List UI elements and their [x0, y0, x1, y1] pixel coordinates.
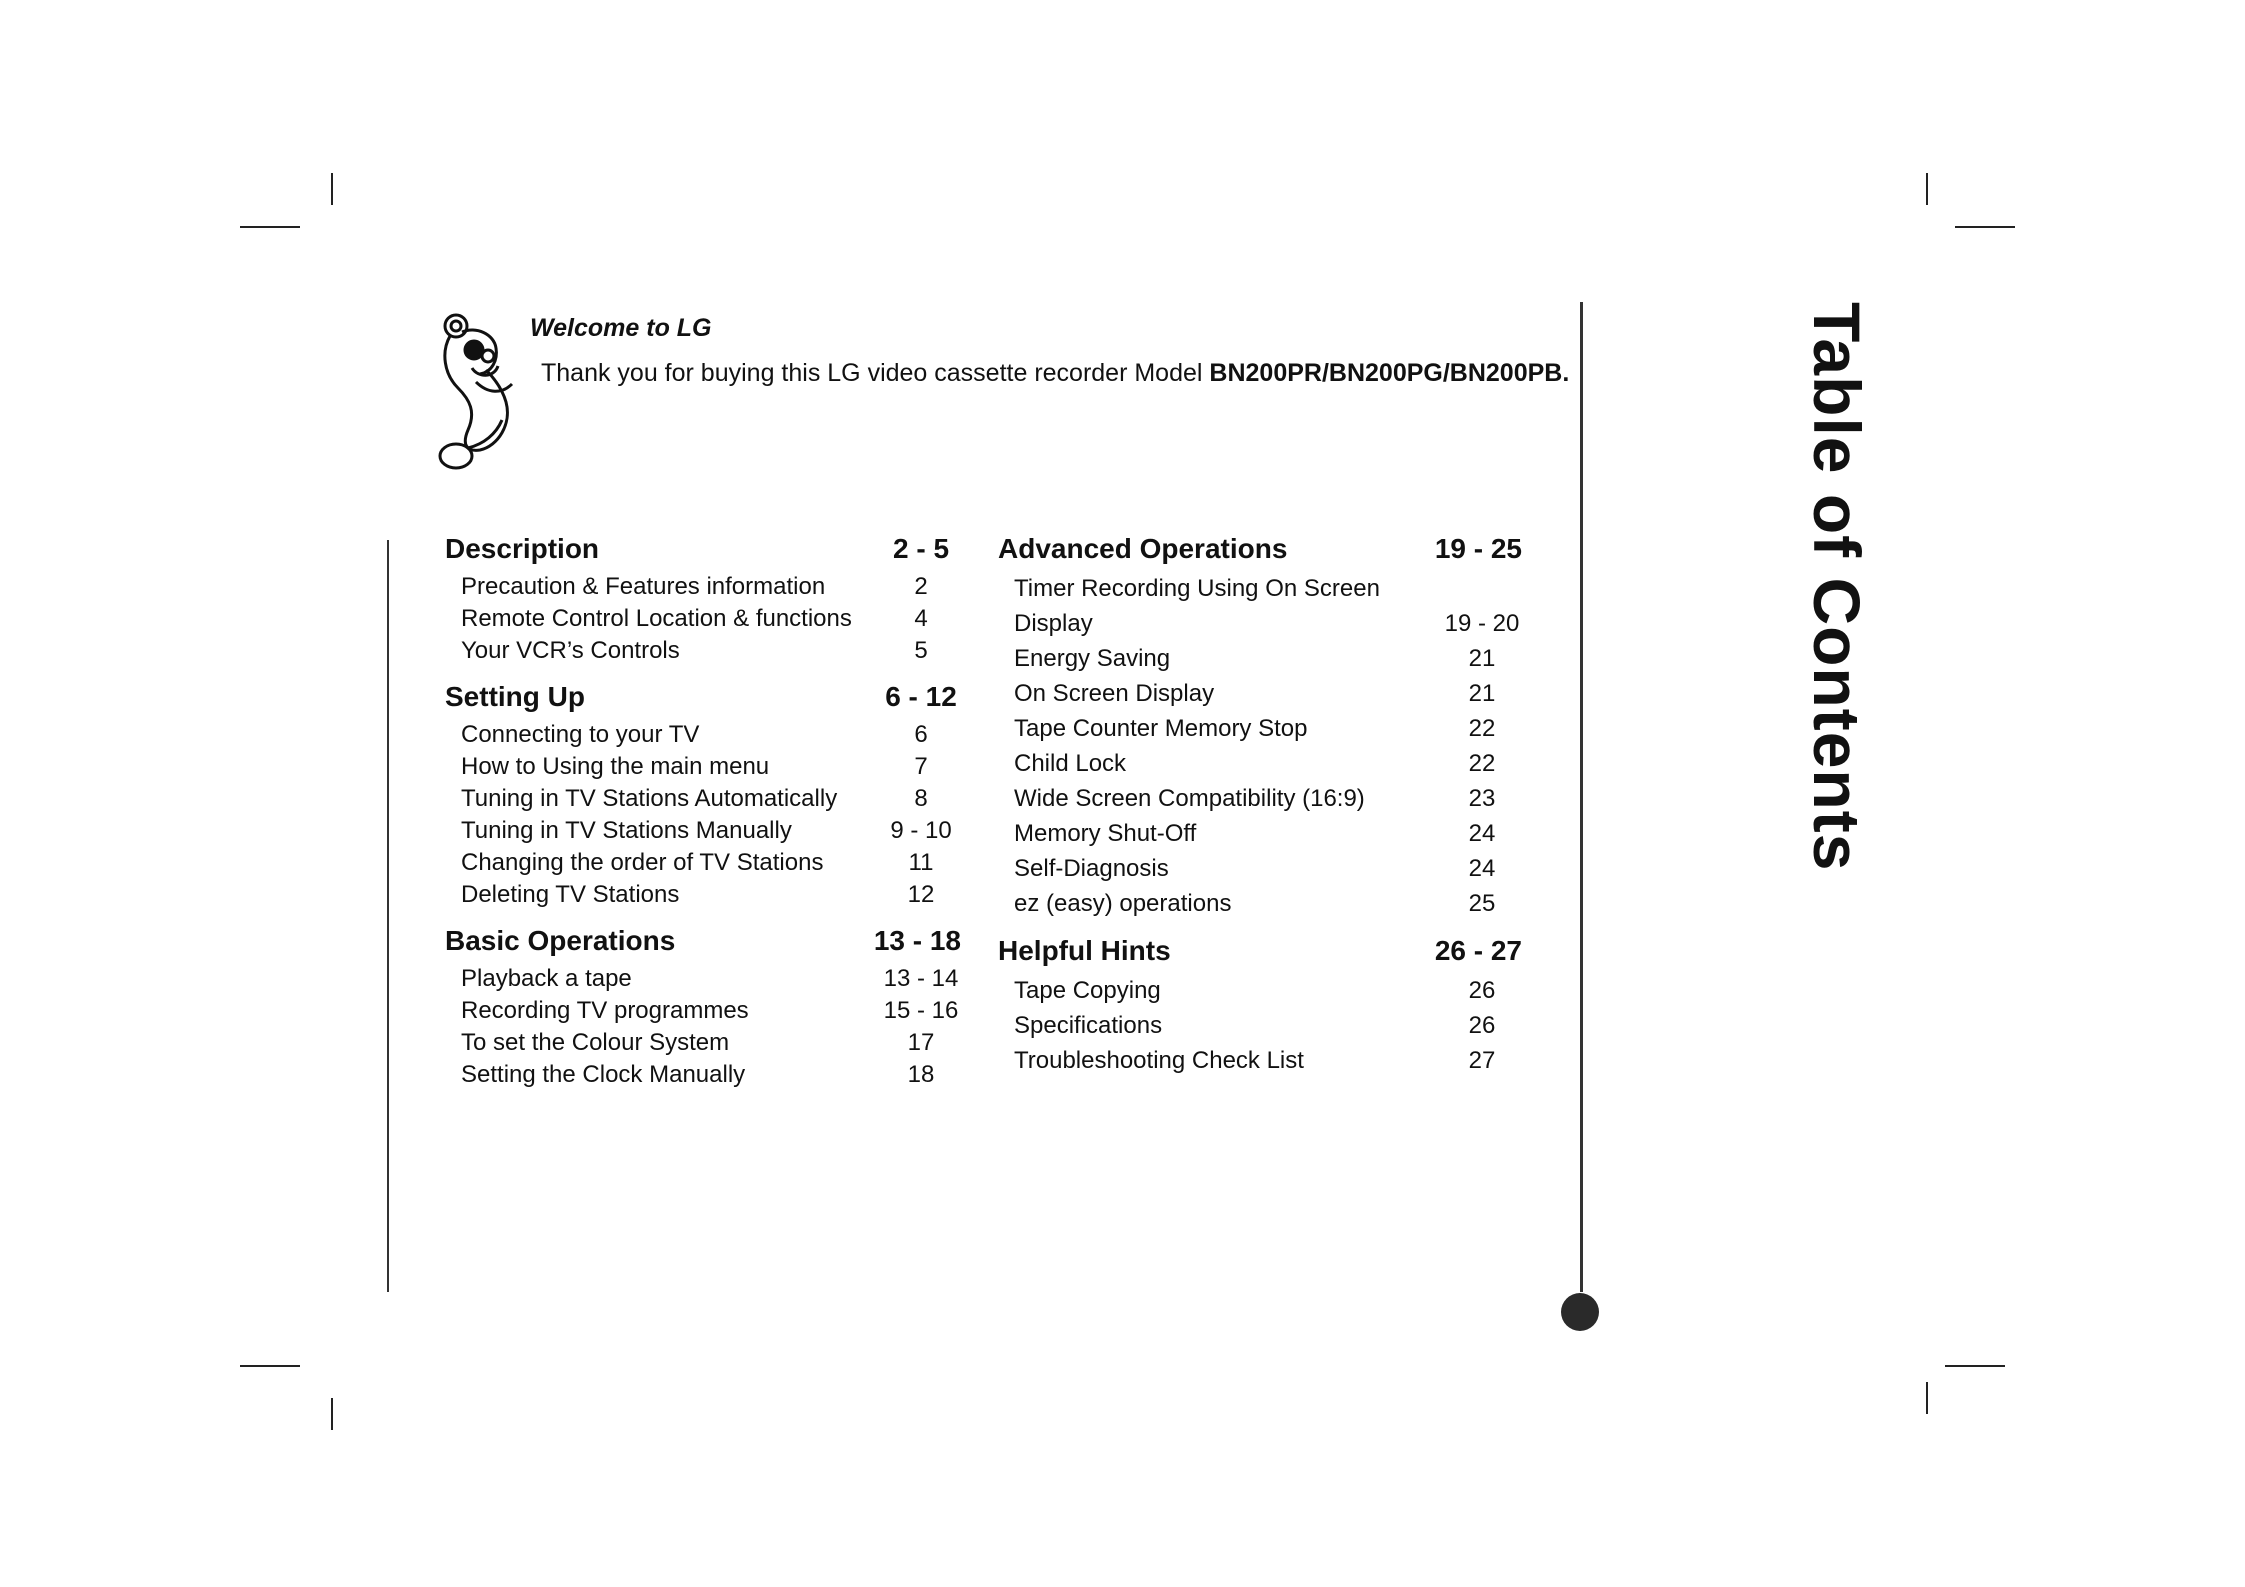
toc-entry[interactable] [445, 963, 961, 995]
entry-label: To set the Colour System [461, 1029, 730, 1056]
right-divider [1580, 302, 1583, 1292]
toc-entry[interactable] [445, 783, 961, 815]
toc-entry[interactable] [998, 676, 1522, 711]
entry-page: 19 - 20 [1444, 610, 1520, 637]
section-pages: 19 - 25 [1434, 533, 1522, 564]
entry-page: 27 [1468, 1047, 1496, 1074]
entry-page: 2 [914, 573, 928, 600]
crop-mark [240, 226, 300, 228]
entry-page: 21 [1468, 645, 1496, 672]
crop-mark [240, 1365, 300, 1367]
crop-mark [1955, 226, 2015, 228]
entry-label: Child Lock [1014, 750, 1127, 777]
section-title: Basic Operations [445, 925, 676, 956]
entry-label: Deleting TV Stations [461, 881, 680, 908]
entry-page: 15 - 16 [883, 997, 959, 1024]
crop-mark [331, 1398, 333, 1430]
entry-label: Self-Diagnosis [1014, 855, 1169, 882]
entry-label: Memory Shut-Off [1014, 820, 1197, 847]
toc-section-heading[interactable] [445, 675, 961, 719]
crop-mark [1926, 173, 1928, 205]
entry-page: 13 - 14 [883, 965, 959, 992]
entry-page: 7 [914, 753, 928, 780]
entry-page: 24 [1468, 855, 1496, 882]
entry-page: 23 [1468, 785, 1496, 812]
section-pages: 26 - 27 [1434, 935, 1522, 966]
toc-entry[interactable] [445, 1059, 961, 1091]
entry-page: 18 [907, 1061, 935, 1088]
entry-label: Connecting to your TV [461, 721, 700, 748]
toc-entry[interactable] [998, 1043, 1522, 1078]
toc-entry[interactable] [445, 719, 961, 751]
entry-label: Specifications [1014, 1012, 1163, 1039]
entry-label: Precaution & Features information [461, 573, 826, 600]
toc-entry[interactable] [445, 603, 961, 635]
entry-page: 9 - 10 [890, 817, 952, 844]
section-title: Description [445, 533, 600, 564]
section-pages: 6 - 12 [885, 681, 957, 712]
toc-entry[interactable] [445, 571, 961, 603]
welcome-message: Thank you for buying this LG video cassette recorder Model [541, 359, 1210, 387]
toc-entry[interactable] [998, 816, 1522, 851]
toc-entry[interactable] [998, 711, 1522, 746]
entry-page: 5 [914, 637, 928, 664]
welcome-title: Welcome to LG [530, 314, 712, 342]
entry-label: Tuning in TV Stations Automatically [461, 785, 838, 812]
toc-entry[interactable] [998, 781, 1522, 816]
entry-page: 26 [1468, 977, 1496, 1004]
toc-section-heading[interactable] [445, 527, 961, 571]
welcome-text [541, 359, 1569, 388]
lg-mascot-icon [436, 312, 536, 474]
toc-entry[interactable] [445, 751, 961, 783]
toc-entry[interactable] [998, 851, 1522, 886]
crop-mark [1926, 1382, 1928, 1414]
toc-section-heading[interactable] [998, 929, 1522, 973]
entry-label: How to Using the main menu [461, 753, 770, 780]
toc-entry[interactable] [998, 1008, 1522, 1043]
side-title: Table of Contents [1800, 302, 1874, 872]
toc-entry[interactable] [998, 641, 1522, 676]
entry-label: Wide Screen Compatibility (16:9) [1014, 785, 1365, 812]
entry-label: Tape Counter Memory Stop [1014, 715, 1308, 742]
toc-entry[interactable] [998, 746, 1522, 781]
entry-label: Your VCR’s Controls [461, 637, 680, 664]
section-pages: 13 - 18 [873, 925, 961, 956]
entry-label: Tuning in TV Stations Manually [461, 817, 792, 844]
crop-mark [1945, 1365, 2005, 1367]
section-title: Advanced Operations [998, 533, 1288, 564]
entry-page: 22 [1468, 715, 1496, 742]
entry-label: Tape Copying [1014, 977, 1161, 1004]
entry-label: Timer Recording Using On Screen [1014, 575, 1380, 602]
section-pages: 2 - 5 [892, 533, 950, 564]
entry-label: Changing the order of TV Stations [461, 849, 824, 876]
model-number: BN200PR/BN200PG/BN200PB. [1209, 359, 1570, 387]
left-divider [387, 540, 389, 1292]
entry-label: Playback a tape [461, 965, 632, 992]
section-title: Helpful Hints [998, 935, 1171, 966]
entry-label: On Screen Display [1014, 680, 1215, 707]
entry-label: Energy Saving [1014, 645, 1171, 672]
entry-page: 25 [1468, 890, 1496, 917]
section-title: Setting Up [445, 681, 585, 712]
entry-page: 4 [914, 605, 928, 632]
toc-entry[interactable] [998, 571, 1522, 606]
entry-label: Setting the Clock Manually [461, 1061, 746, 1088]
entry-label: Display [1014, 610, 1093, 637]
entry-page: 6 [914, 721, 928, 748]
entry-label: Troubleshooting Check List [1014, 1047, 1304, 1074]
toc-entry[interactable] [445, 815, 961, 847]
toc-entry[interactable] [445, 879, 961, 911]
toc-entry[interactable] [998, 606, 1522, 641]
toc-entry[interactable] [445, 995, 961, 1027]
entry-page: 24 [1468, 820, 1496, 847]
entry-page: 12 [907, 881, 935, 908]
entry-page: 26 [1468, 1012, 1496, 1039]
toc-section-heading[interactable] [445, 919, 961, 963]
toc-entry[interactable] [445, 847, 961, 879]
toc-left-column [445, 527, 961, 1091]
toc-right-column [998, 527, 1522, 1078]
entry-label: Recording TV programmes [461, 997, 749, 1024]
toc-entry[interactable] [445, 1027, 961, 1059]
entry-page: 11 [908, 849, 934, 876]
crop-mark [331, 173, 333, 205]
toc-entry[interactable] [445, 635, 961, 667]
entry-page: 22 [1468, 750, 1496, 777]
entry-label: ez (easy) operations [1014, 890, 1232, 917]
entry-page: 8 [914, 785, 928, 812]
entry-label: Remote Control Location & functions [461, 605, 852, 632]
toc-section-heading[interactable] [998, 527, 1522, 571]
entry-page: 21 [1468, 680, 1496, 707]
toc-entry[interactable] [998, 973, 1522, 1008]
page-marker-dot [1561, 1293, 1599, 1331]
entry-page: 17 [907, 1029, 935, 1056]
toc-entry[interactable] [998, 886, 1522, 921]
